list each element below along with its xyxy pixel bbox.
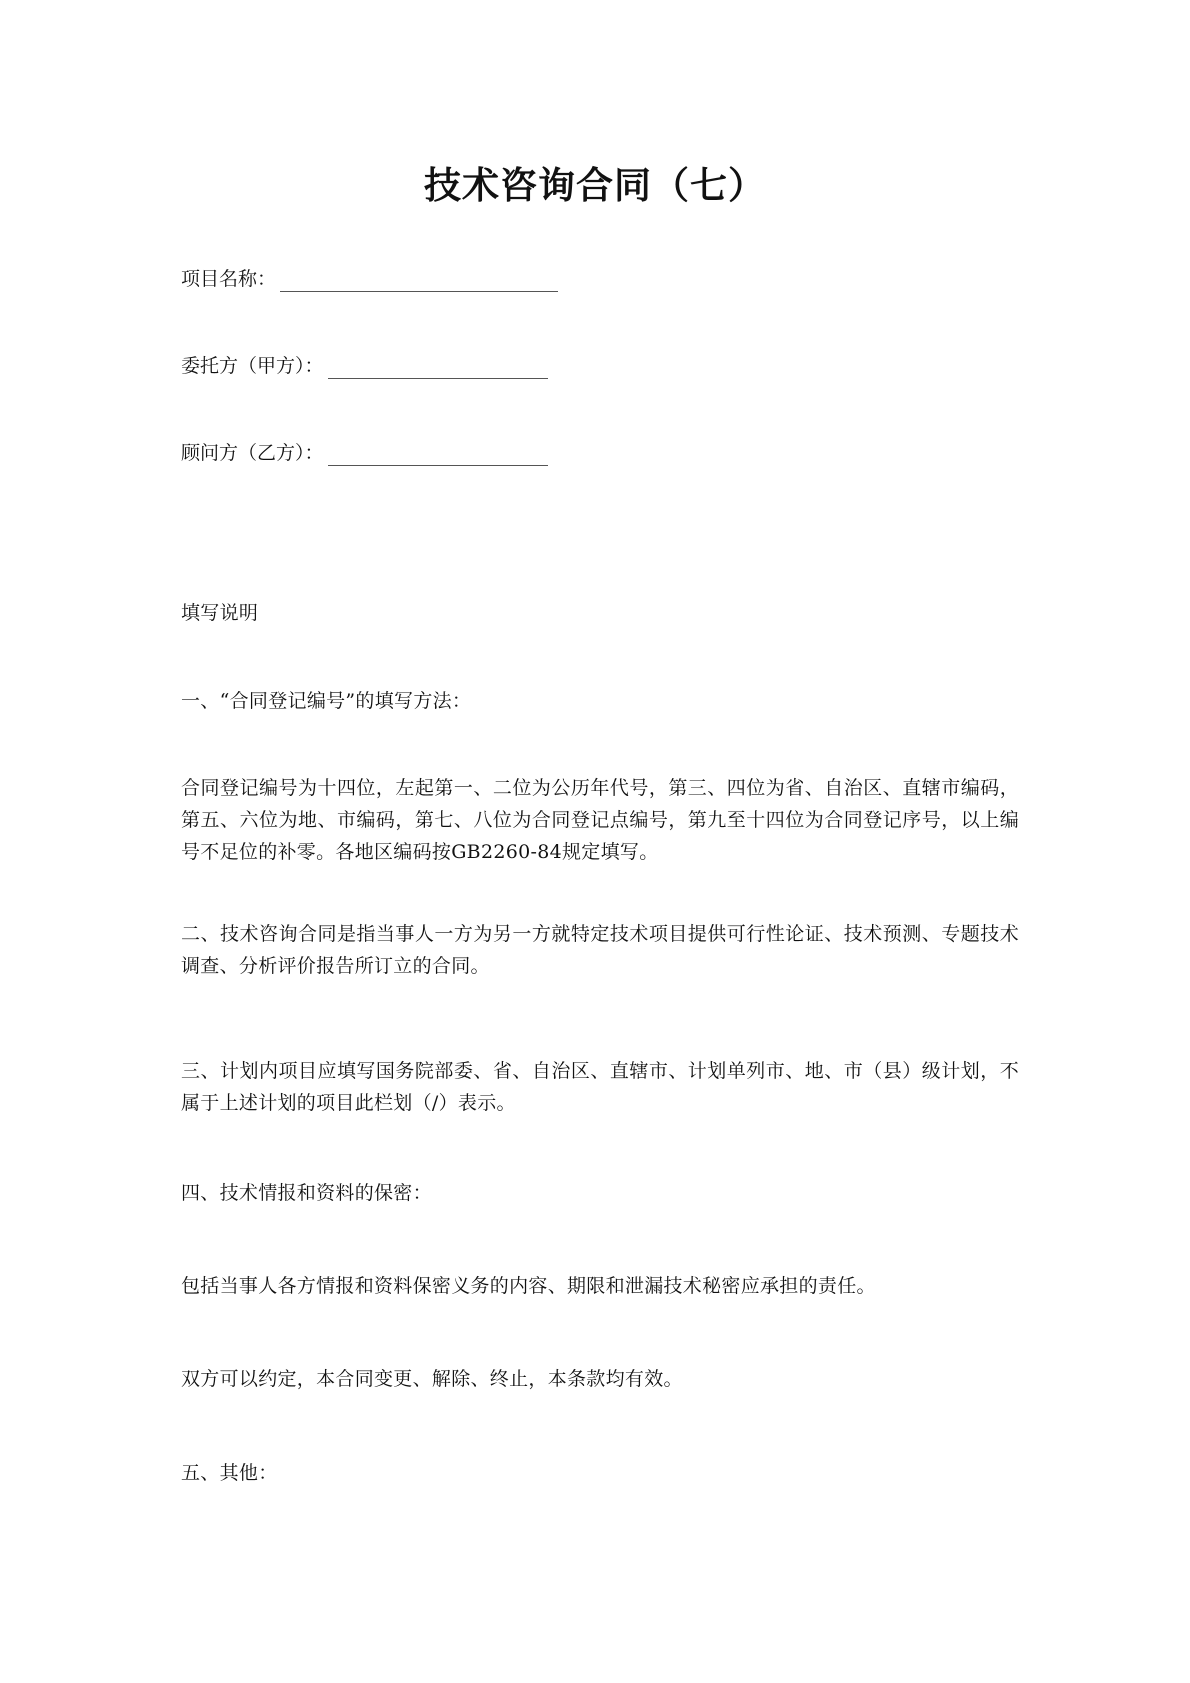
consultant-party-b-field (181, 440, 548, 466)
project-name-blank[interactable] (280, 271, 558, 292)
project-name-label: 项目名称： (181, 268, 277, 290)
section-1-body: 合同登记编号为十四位，左起第一、二位为公历年代号，第三、四位为省、自治区、直辖市编码，第五、六位为地、市编码，第七、八位为合同登记点编号，第九至十四位为合同登记序号，以上编号不足位的补零。各地区编码按GB2260-84规定填写。 (181, 777, 1019, 863)
section-4-note: 双方可以约定，本合同变更、解除、终止，本条款均有效。 (181, 1368, 683, 1390)
consultant-party-b-label: 顾问方（乙方）： (181, 442, 324, 464)
client-party-a-field (181, 353, 548, 379)
client-party-a-label: 委托方（甲方）： (181, 355, 324, 377)
document-title: 技术咨询合同（七） (424, 163, 766, 207)
section-3-body: 三、计划内项目应填写国务院部委、省、自治区、直辖市、计划单列市、地、市（县）级计划，不属于上述计划的项目此栏划（/）表示。 (181, 1060, 1019, 1114)
section-5-heading: 五、其他： (181, 1462, 278, 1484)
section-4-body: 包括当事人各方情报和资料保密义务的内容、期限和泄漏技术秘密应承担的责任。 (181, 1275, 876, 1297)
section-4-heading: 四、技术情报和资料的保密： (181, 1182, 432, 1204)
instructions-heading: 填写说明 (181, 602, 259, 624)
section-2-body: 二、技术咨询合同是指当事人一方为另一方就特定技术项目提供可行性论证、技术预测、专题技术调查、分析评价报告所订立的合同。 (181, 923, 1019, 977)
project-name-field (181, 266, 558, 292)
client-party-a-blank[interactable] (328, 358, 548, 379)
consultant-party-b-blank[interactable] (328, 445, 548, 466)
section-1-heading: 一、“合同登记编号”的填写方法： (181, 690, 472, 712)
